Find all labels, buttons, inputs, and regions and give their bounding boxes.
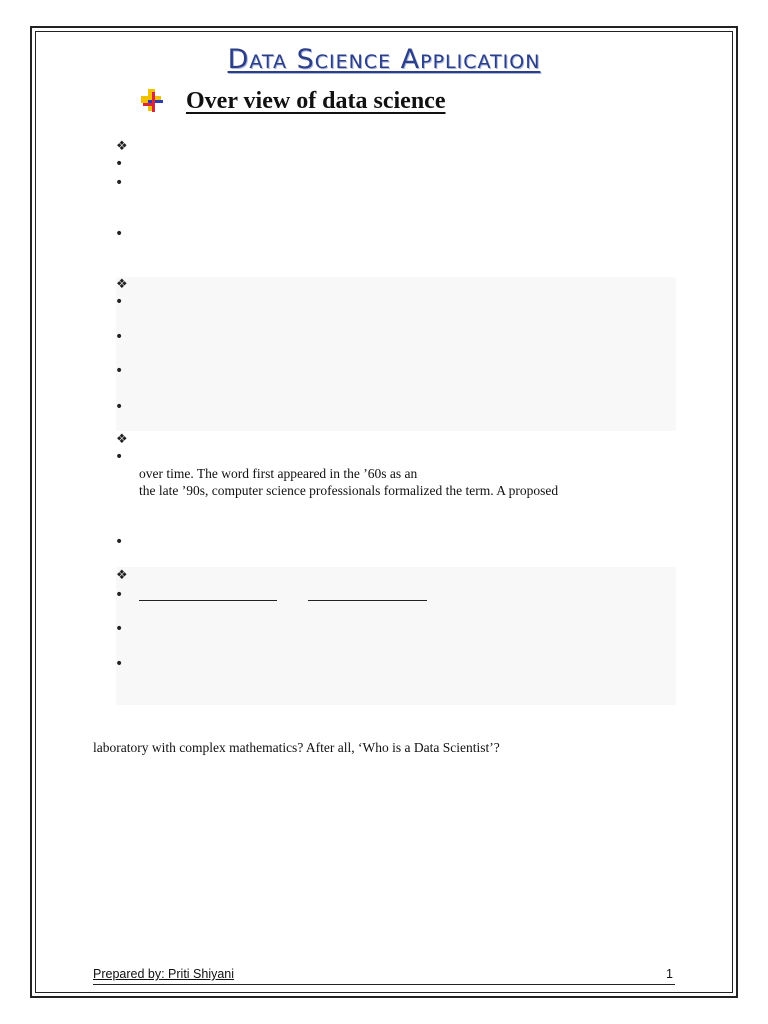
underline-blank <box>139 600 277 601</box>
bullet-marker: • <box>115 399 124 415</box>
bullet-marker: • <box>115 226 124 242</box>
section-heading: Over view of data science <box>186 88 446 114</box>
bullet-marker: • <box>115 329 124 345</box>
plus-bullet-icon <box>139 88 165 114</box>
body-line: laboratory with complex mathematics? After all, ‘Who is a Data Scientist’? <box>93 740 500 755</box>
underline-blank <box>308 600 427 601</box>
bullet-marker: • <box>115 656 124 672</box>
bullet-marker: • <box>115 363 124 379</box>
diamond-marker: ❖ <box>116 277 128 292</box>
footer-page-number: 1 <box>666 967 673 981</box>
bullet-marker: • <box>115 156 124 172</box>
bullet-marker: • <box>115 587 124 603</box>
footer-prepared-by: Prepared by: Priti Shiyani <box>93 967 235 981</box>
diamond-marker: ❖ <box>116 432 128 447</box>
bullet-marker: • <box>115 294 124 310</box>
bullet-marker: • <box>115 175 124 191</box>
page-border-inner <box>35 31 733 993</box>
document-title <box>0 44 768 75</box>
diamond-marker: ❖ <box>116 568 128 583</box>
body-line: over time. The word first appeared in the ’60s as an <box>139 466 418 481</box>
diamond-marker: ❖ <box>116 139 128 154</box>
footer-divider <box>93 984 675 985</box>
document-title-text: Data Science Application <box>227 44 541 75</box>
bullet-marker: • <box>115 449 124 465</box>
shaded-block-1 <box>116 277 676 431</box>
bullet-marker: • <box>115 534 124 550</box>
body-line: the late ’90s, computer science professionals formalized the term. A proposed <box>139 483 559 498</box>
bullet-marker: • <box>115 621 124 637</box>
shaded-block-2 <box>116 567 676 705</box>
